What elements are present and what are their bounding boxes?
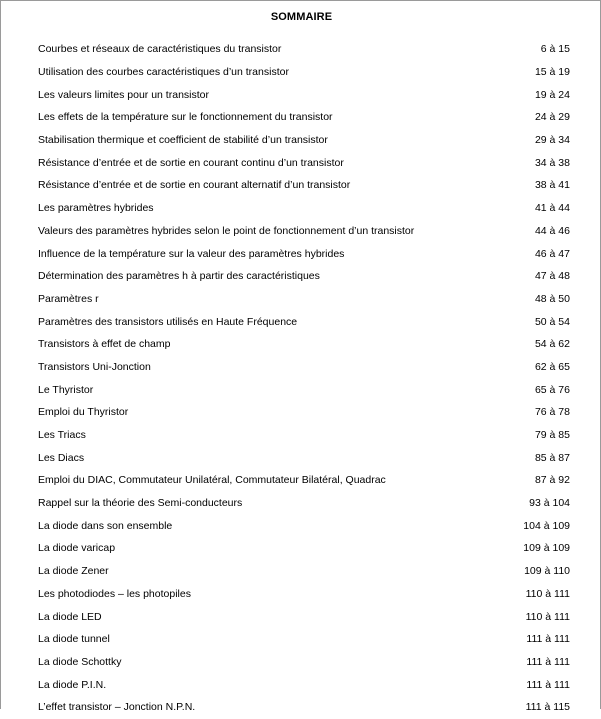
toc-entry-title: La diode dans son ensemble xyxy=(38,519,173,532)
toc-entry xyxy=(38,696,570,719)
toc-entry-title: Stabilisation thermique et coefficient de stabilité d’un transistor xyxy=(38,134,328,147)
toc-entry-pages: 110 à 111 xyxy=(525,587,570,600)
toc-entry xyxy=(38,288,570,311)
toc-entry xyxy=(38,401,570,424)
toc-entry-pages: 47 à 48 xyxy=(534,270,570,283)
page-title: SOMMAIRE xyxy=(270,11,333,23)
toc-entry-pages: 85 à 87 xyxy=(534,451,570,464)
toc-entry-title: Transistors à effet de champ xyxy=(38,338,171,351)
toc-entry xyxy=(38,446,570,469)
toc-entry-pages: 110 à 111 xyxy=(525,610,570,623)
toc-entry xyxy=(38,61,570,84)
toc-entry xyxy=(38,38,570,61)
toc-entry-pages: 79 à 85 xyxy=(534,429,570,442)
toc-entry-pages: 111 à 111 xyxy=(526,678,570,691)
toc-entry-title: Emploi du DIAC, Commutateur Unilatéral, Commutateur Bilatéral, Quadrac xyxy=(38,474,386,487)
toc-entry-title: Le Thyristor xyxy=(38,383,94,396)
toc-entry-pages: 19 à 24 xyxy=(534,88,570,101)
toc-entry xyxy=(38,174,570,197)
toc-entry-title: Détermination des paramètres h à partir des caractéristiques xyxy=(38,270,320,283)
toc-entry-title: La diode varicap xyxy=(38,542,116,555)
toc-entry xyxy=(38,333,570,356)
toc-entry-pages: 104 à 109 xyxy=(523,519,570,532)
toc-entry-title: Les Triacs xyxy=(38,429,86,442)
toc-entry xyxy=(38,424,570,447)
toc-entry xyxy=(38,265,570,288)
toc-entry xyxy=(38,673,570,696)
toc-entry-title: La diode LED xyxy=(38,610,102,623)
toc-entry xyxy=(38,129,570,152)
table-of-contents xyxy=(38,38,570,719)
toc-entry-title: Influence de la température sur la valeur des paramètres hybrides xyxy=(38,247,345,260)
toc-entry-pages: 62 à 65 xyxy=(534,360,570,373)
toc-entry-pages: 41 à 44 xyxy=(534,202,570,215)
toc-entry-pages: 48 à 50 xyxy=(534,292,570,305)
toc-entry-pages: 34 à 38 xyxy=(534,156,570,169)
toc-entry xyxy=(38,651,570,674)
toc-entry-pages: 46 à 47 xyxy=(534,247,570,260)
toc-entry-title: Les valeurs limites pour un transistor xyxy=(38,88,209,101)
toc-entry xyxy=(38,242,570,265)
toc-entry-pages: 93 à 104 xyxy=(529,497,570,510)
toc-entry-title: Paramètres des transistors utilisés en Haute Fréquence xyxy=(38,315,298,328)
toc-entry-pages: 50 à 54 xyxy=(534,315,570,328)
toc-entry xyxy=(38,583,570,606)
toc-entry-title: La diode tunnel xyxy=(38,633,110,646)
toc-entry-title: Les Diacs xyxy=(38,451,85,464)
toc-entry-title: Les photodiodes – les photopiles xyxy=(38,587,191,600)
toc-entry-pages: 87 à 92 xyxy=(534,474,570,487)
toc-entry xyxy=(38,106,570,129)
toc-entry-pages: 6 à 15 xyxy=(540,43,570,56)
toc-entry xyxy=(38,356,570,379)
toc-entry xyxy=(38,469,570,492)
toc-entry-pages: 111 à 111 xyxy=(526,655,570,668)
toc-entry-pages: 76 à 78 xyxy=(534,406,570,419)
toc-entry xyxy=(38,197,570,220)
toc-entry-title: Les effets de la température sur le fonctionnement du transistor xyxy=(38,111,333,124)
toc-entry-title: Transistors Uni-Jonction xyxy=(38,360,151,373)
toc-entry-pages: 111 à 115 xyxy=(525,701,570,714)
toc-entry-pages: 44 à 46 xyxy=(534,224,570,237)
toc-entry xyxy=(38,83,570,106)
toc-entry-pages: 54 à 62 xyxy=(534,338,570,351)
toc-entry xyxy=(38,514,570,537)
toc-entry xyxy=(38,310,570,333)
toc-entry-title: Les paramètres hybrides xyxy=(38,202,154,215)
toc-entry xyxy=(38,537,570,560)
toc-entry-pages: 65 à 76 xyxy=(534,383,570,396)
toc-entry xyxy=(38,492,570,515)
toc-entry-title: Résistance d’entrée et de sortie en courant continu d’un transistor xyxy=(38,156,344,169)
toc-entry-title: La diode P.I.N. xyxy=(38,678,107,691)
toc-entry xyxy=(38,378,570,401)
toc-entry-title: Courbes et réseaux de caractéristiques du transistor xyxy=(38,43,282,56)
toc-entry-title: L’effet transistor – Jonction N.P.N. xyxy=(38,701,196,714)
toc-entry-pages: 24 à 29 xyxy=(534,111,570,124)
toc-entry-pages: 38 à 41 xyxy=(534,179,570,192)
toc-entry xyxy=(38,605,570,628)
toc-entry-pages: 109 à 110 xyxy=(524,565,570,578)
toc-entry-title: Emploi du Thyristor xyxy=(38,406,129,419)
toc-entry xyxy=(38,628,570,651)
toc-entry-pages: 29 à 34 xyxy=(534,134,570,147)
toc-entry xyxy=(38,220,570,243)
toc-entry-title: La diode Schottky xyxy=(38,655,122,668)
toc-entry-title: Paramètres r xyxy=(38,292,99,305)
toc-entry-pages: 111 à 111 xyxy=(526,633,570,646)
toc-entry xyxy=(38,560,570,583)
toc-entry-title: Utilisation des courbes caractéristiques d’un transistor xyxy=(38,66,289,79)
toc-entry xyxy=(38,151,570,174)
toc-entry-title: La diode Zener xyxy=(38,565,109,578)
toc-entry-pages: 15 à 19 xyxy=(534,66,570,79)
toc-entry-pages: 109 à 109 xyxy=(523,542,570,555)
toc-entry-title: Résistance d’entrée et de sortie en courant alternatif d’un transistor xyxy=(38,179,351,192)
toc-entry-title: Rappel sur la théorie des Semi-conducteurs xyxy=(38,497,243,510)
toc-entry-title: Valeurs des paramètres hybrides selon le point de fonctionnement d’un transistor xyxy=(38,224,415,237)
